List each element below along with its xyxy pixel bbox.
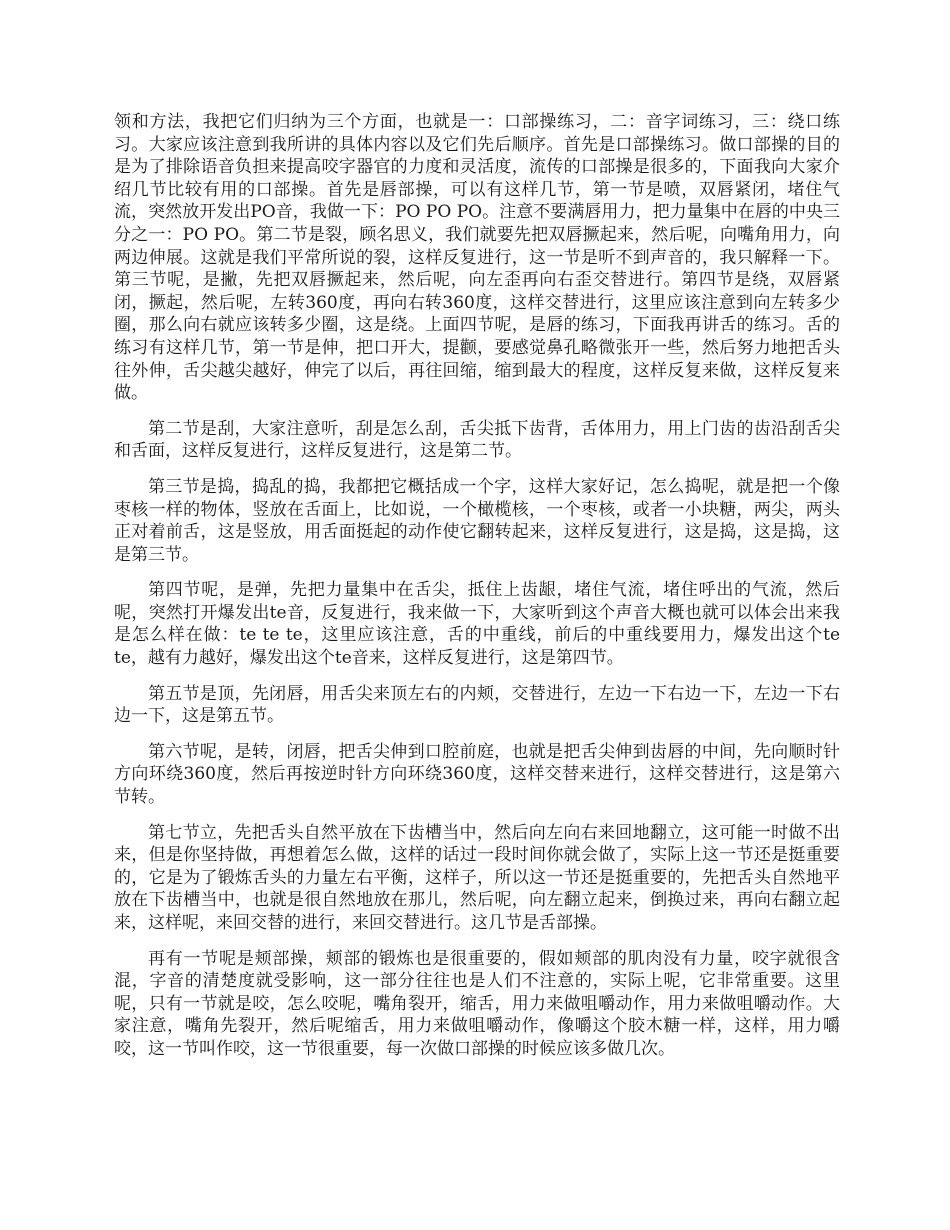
paragraph-2: 第二节是刮，大家注意听，刮是怎么刮，舌尖抵下齿背，舌体用力，用上门齿的齿沿刮舌尖和舌面，这样反复进行，这样反复进行，这是第二节。 <box>114 418 840 462</box>
paragraph-3: 第三节是捣，捣乱的捣，我都把它概括成一个字，这样大家好记，怎么捣呢，就是把一个像枣核一样的物体，竖放在舌面上，比如说，一个橄榄核，一个枣核，或者一小块糖，两尖，两头正对着前舌，这是竖放，用舌面挺起的动作使它翻转起来，这样反复进行，这是捣，这是捣，这是第三节。 <box>114 476 840 565</box>
paragraph-5: 第五节是顶，先闭唇，用舌尖来顶左右的内颊，交替进行，左边一下右边一下，左边一下右边一下，这是第五节。 <box>114 683 840 727</box>
paragraph-6: 第六节呢，是转，闭唇，把舌尖伸到口腔前庭，也就是把舌尖伸到齿唇的中间，先向顺时针方向环绕360度，然后再按逆时针方向环绕360度，这样交替来进行，这样交替进行，这是第六节转。 <box>114 741 840 808</box>
document-body <box>114 111 840 1074</box>
paragraph-7: 第七节立，先把舌头自然平放在下齿槽当中，然后向左向右来回地翻立，这可能一时做不出来，但是你坚持做，再想着怎么做，这样的话过一段时间你就会做了，实际上这一节还是挺重要的，它是为了锻炼舌头的力量左右平衡，这样子，所以这一节还是挺重要的，先把舌头自然地平放在下齿槽当中，也就是很自然地放在那儿，然后呢，向左翻立起来，倒换过来，再向右翻立起来，这样呢，来回交替的进行，来回交替进行。这几节是舌部操。 <box>114 822 840 933</box>
paragraph-8: 再有一节呢是颊部操，颊部的锻炼也是很重要的，假如颊部的肌肉没有力量，咬字就很含混，字音的清楚度就受影响，这一部分往往也是人们不注意的，实际上呢，它非常重要。这里呢，只有一节就是咬，怎么咬呢，嘴角裂开，缩舌，用力来做咀嚼动作，用力来做咀嚼动作。大家注意，嘴角先裂开，然后呢缩舌，用力来做咀嚼动作，像嚼这个胶木糖一样，这样，用力嚼咬，这一节叫作咬，这一节很重要，每一次做口部操的时候应该多做几次。 <box>114 948 840 1059</box>
paragraph-4: 第四节呢，是弹，先把力量集中在舌尖，抵住上齿龈，堵住气流，堵住呼出的气流，然后呢，突然打开爆发出te音，反复进行，我来做一下，大家听到这个声音大概也就可以体会出来我是怎么样在做：te te te，这里应该注意，舌的中重线，前后的中重线要用力，爆发出这个te te，越有力越好，爆发出这个te音来，这样反复进行，这是第四节。 <box>114 580 840 669</box>
paragraph-1: 领和方法，我把它们归纳为三个方面，也就是一：口部操练习，二：音字词练习，三：绕口练习。大家应该注意到我所讲的具体内容以及它们先后顺序。首先是口部操练习。做口部操的目的是为了排除语音负担来提高咬字器官的力度和灵活度，流传的口部操是很多的，下面我向大家介绍几节比较有用的口部操。首先是唇部操，可以有这样几节，第一节是喷，双唇紧闭，堵住气流，突然放开发出PO音，我做一下：PO PO PO。注意不要满唇用力，把力量集中在唇的中央三分之一：PO PO。第二节是裂，顾名思义，我们就要先把双唇撅起来，然后呢，向嘴角用力，向两边伸展。这就是我们平常所说的裂，这样反复进行，这一节是听不到声音的，我只解释一下。第三节呢，是撇，先把双唇撅起来，然后呢，向左歪再向右歪交替进行。第四节是绕，双唇紧闭，撅起，然后呢，左转360度，再向右转360度，这样交替进行，这里应该注意到向左转多少圈，那么向右就应该转多少圈，这是绕。上面四节呢，是唇的练习，下面我再讲舌的练习。舌的练习有这样几节，第一节是伸，把口开大，提颧，要感觉鼻孔略微张开一些，然后努力地把舌头往外伸，舌尖越尖越好，伸完了以后，再往回缩，缩到最大的程度，这样反复来做，这样反复来做。 <box>114 112 840 404</box>
